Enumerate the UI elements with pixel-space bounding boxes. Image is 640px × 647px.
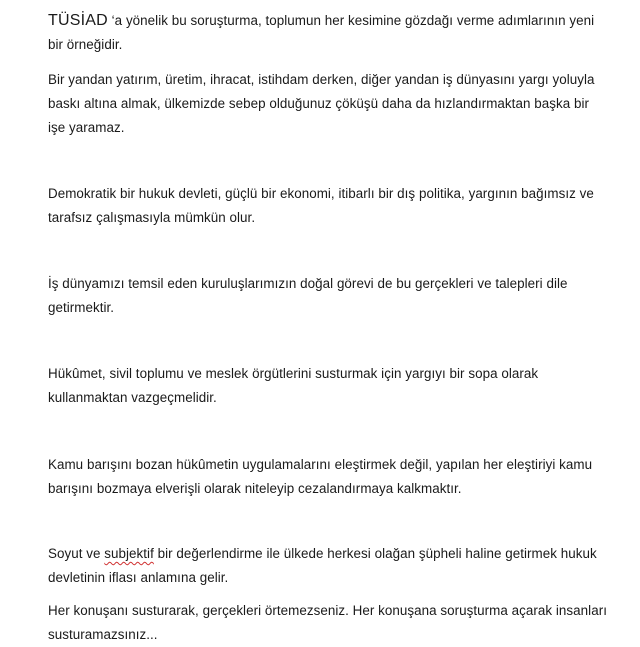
paragraph-8: Her konuşanı susturarak, gerçekleri örtemezseniz. Her konuşana soruşturma açarak insanları susturamazsınız... <box>48 603 607 642</box>
paragraph-1 <box>48 9 608 57</box>
paragraph-6: Kamu barışını bozan hükûmetin uygulamalarını eleştirmek değil, yapılan her eleştiriyi kamu barışını bozmaya elverişli olarak niteleyip cezalandırmaya kalkmaktır. <box>48 457 593 496</box>
spellcheck-marked-word: subjektif <box>104 546 154 561</box>
paragraph-2: Bir yandan yatırım, üretim, ihracat, istihdam derken, diğer yandan iş dünyasını yargı yoluyla baskı altına almak, ülkemizde sebep olduğunuz çöküşü daha da hızlandırmaktan başka bir işe yaramaz. <box>48 72 595 135</box>
paragraph-text: bir değerlendirme ile ülkede herkesi olağan şüpheli haline getirmek hukuk devletinin iflası anlamına gelir. <box>48 546 597 585</box>
paragraph-3: Demokratik bir hukuk devleti, güçlü bir ekonomi, itibarlı bir dış politika, yargının bağımsız ve tarafsız çalışmasıyla mümkün olur. <box>48 186 594 225</box>
paragraph-5: Hükûmet, sivil toplumu ve meslek örgütlerini susturmak için yargıyı bir sopa olarak kullanmaktan vazgeçmelidir. <box>48 366 539 405</box>
paragraph-4: İş dünyamızı temsil eden kuruluşlarımızın doğal görevi de bu gerçekleri ve talepleri dile getirmektir. <box>48 276 568 315</box>
paragraph-text: ‘a yönelik bu soruşturma, toplumun her kesimine gözdağı verme adımlarının yeni bir örneğidir. <box>48 13 595 52</box>
organization-name: TÜSİAD <box>48 12 108 29</box>
paragraph-text: Soyut ve <box>48 546 105 561</box>
paragraph-7 <box>48 542 608 590</box>
